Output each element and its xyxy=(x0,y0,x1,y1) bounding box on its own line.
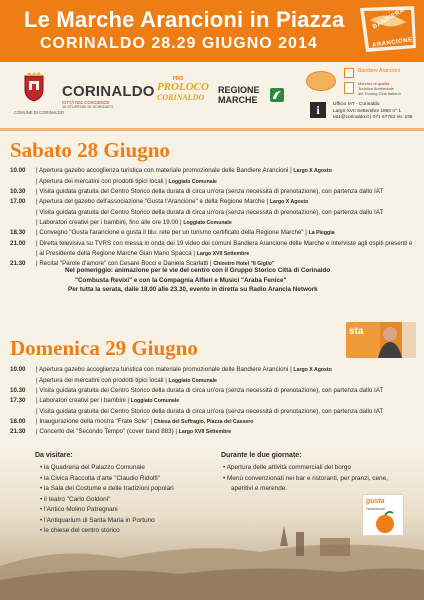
schedule-text: Concerto dei "Secondo Tempo" (cover band 883) xyxy=(39,428,174,436)
gusta-logo-text: gusta xyxy=(366,498,385,505)
sponsor-logos xyxy=(0,66,424,126)
schedule-row xyxy=(10,386,414,396)
comune-logo xyxy=(14,72,65,115)
separator: | xyxy=(36,417,40,425)
separator: | xyxy=(36,366,39,373)
schedule-time: 10.00 xyxy=(10,167,26,174)
iat-address: Largo XVII Settembre 1860 n° 1 xyxy=(333,108,402,114)
schedule-time: 17.30 xyxy=(10,397,26,405)
both-days-list xyxy=(223,463,388,495)
schedule-row xyxy=(10,239,414,249)
schedule-text: Visita guidata gratuita del Centro Storico della durata di circa un'ora (senza necessità di prenotazione), con partenza dallo IAT xyxy=(39,208,384,216)
schedule-text: Apertura dei mercatini con prodotti tipici locali xyxy=(38,177,164,185)
marchio-line1: Marchio di qualità xyxy=(358,81,390,86)
schedule-location: Chiesa del Suffragio, Piazza del Cassero xyxy=(153,418,254,425)
comune-caption: COMUNE DI CORINALDO xyxy=(14,110,65,115)
schedule-location: Largo X Agosto xyxy=(293,367,332,373)
separator: | xyxy=(36,177,39,185)
info-icon: i xyxy=(310,102,326,118)
separator: | xyxy=(36,376,39,384)
highlight-line-1: Nel pomeriggio: animazione per le vie del centro con il Gruppo Storico Città di Corinaldo xyxy=(65,267,331,274)
schedule-text: Visita guidata gratuita del Centro Storico della durata di circa un'ora (senza necessità di prenotazione), con partenza dallo IAT xyxy=(39,407,384,415)
corinaldo-brand-logo xyxy=(62,83,155,109)
regione-line2: MARCHE xyxy=(218,95,258,105)
schedule-row xyxy=(10,396,414,407)
schedule-text: Apertura gazebo accoglienza turistica con materiale promozionale delle Bandiere Arancioni xyxy=(38,366,289,373)
photo-sign-text: sta xyxy=(349,326,364,337)
schedule-location: La Pieggia xyxy=(308,230,335,237)
gusta-arancione-logo xyxy=(362,494,404,536)
sunday-title: Domenica 29 Giugno xyxy=(10,336,198,360)
corinaldo-brand-text: CORINALDO xyxy=(62,83,155,100)
separator: | xyxy=(36,387,40,395)
schedule-row xyxy=(10,166,414,177)
separator: | xyxy=(191,249,197,257)
schedule-row xyxy=(10,177,414,188)
bandiere-badge-icon xyxy=(344,68,354,78)
separator: | xyxy=(36,407,40,415)
schedule-location: Loggiato Comunale xyxy=(183,219,232,226)
proloco-logo xyxy=(157,76,209,102)
schedule-row xyxy=(10,417,414,428)
separator: | xyxy=(288,167,294,174)
proloco-top: PRO xyxy=(172,76,184,82)
separator: | xyxy=(125,397,131,405)
schedule-location: Loggiato Comunale xyxy=(168,377,217,384)
schedule-location: Loggiato Comunale xyxy=(130,398,180,405)
iat-title: Ufficio IAT - Corinaldo xyxy=(333,102,380,107)
schedule-time: 18.00 xyxy=(10,417,26,425)
bandiere-arancioni-info xyxy=(358,68,400,74)
highlight-line-3: Per tutta la serata, dalle 18.00 alle 23.30, evento in diretta su Radio Arancia Network xyxy=(68,286,318,293)
list-item: • le chiese del centro storico xyxy=(40,526,174,537)
schedule-location: Loggiato Comunale xyxy=(168,178,217,185)
separator: | xyxy=(36,229,40,237)
schedule-text: Recital "Parole d'amore" con Cesare Bocci e Daniela Scarlatti xyxy=(39,260,209,268)
list-item: • la Civica Raccolta d'arte "Claudio Ridolfi" xyxy=(40,474,174,485)
schedule-time: 21.30 xyxy=(10,260,26,268)
schedule-text: Inaugurazione della mostra "Frate Sole" xyxy=(39,417,149,425)
sunday-schedule xyxy=(10,365,414,438)
marchio-line3: del Touring Club Italiano xyxy=(358,91,401,96)
list-item: • il teatro "Carlo Goldoni" xyxy=(40,495,174,506)
schedule-location: Largo X Agosto xyxy=(293,168,332,174)
visit-list xyxy=(40,463,174,537)
list-item: • l'Antiquarium di Santa Maria in Portuno xyxy=(40,516,174,527)
marchio-line2: Turistico Ambientale xyxy=(358,86,394,91)
regione-line1: REGIONE xyxy=(218,85,260,95)
schedule-location: Largo X Agosto xyxy=(269,199,309,206)
gusta-logo-sub: l'arancione xyxy=(366,506,386,511)
saturday-highlight xyxy=(65,266,365,295)
presenter-photo xyxy=(346,322,416,358)
schedule-location: Largo XVII Settembre xyxy=(196,250,250,257)
separator: | xyxy=(36,198,39,206)
schedule-row xyxy=(10,249,414,260)
both-days-heading: Durante le due giornate: xyxy=(221,452,302,459)
list-item: • l'Antico Molino Patregnani xyxy=(40,505,174,516)
list-item: • la Quadreria del Palazzo Comunale xyxy=(40,463,174,474)
schedule-text: Visita guidata gratuita del Centro Storico della durata di circa un'ora (senza necessità di prenotazione), con partenza dallo IAT xyxy=(39,188,384,196)
separator: | xyxy=(36,428,40,436)
separator: | xyxy=(264,198,270,206)
schedule-text: Convegno "Gusta l'arancione e gusta il blu: rete per un turismo certificato della Regione Marche" xyxy=(39,229,304,237)
schedule-text: al Presidente della Regione Marche Gian Mario Spacca xyxy=(39,249,192,257)
separator: | xyxy=(208,260,214,268)
schedule-time: 21.30 xyxy=(10,428,26,436)
marchio-badge-icon xyxy=(344,82,354,94)
list-item: aperitivi e merende. xyxy=(231,485,288,492)
schedule-row xyxy=(10,427,414,438)
separator: | xyxy=(163,177,169,185)
separator: | xyxy=(36,188,40,196)
corinaldo-tagline-1: CITTÀ DEL COSCIENCE xyxy=(62,100,110,105)
schedule-row xyxy=(10,407,414,417)
header-banner xyxy=(0,0,424,62)
list-item: • Apertura delle attività commerciali del borgo xyxy=(223,463,388,474)
iat-contact: iat1@corinaldo.it | 071 67782 int. 236 xyxy=(333,115,413,120)
list-item: • la Sala del Costume e delle tradizioni popolari xyxy=(40,484,174,495)
schedule-time: 10.30 xyxy=(10,188,26,196)
divider xyxy=(0,128,424,131)
schedule-text: Laboratori creativi per i bambini xyxy=(39,397,126,405)
schedule-time: 10.30 xyxy=(10,387,26,395)
highlight-line-2: "Combusta Revixi" e con la Compagnia Alfieri e Musici "Araba Fenice" xyxy=(75,276,287,284)
regione-mark-icon xyxy=(270,88,284,102)
schedule-text: Laboratori creativi per i bambini, fino alle ore 19.00 xyxy=(39,218,179,226)
schedule-row xyxy=(10,187,414,197)
marchio-info xyxy=(358,81,401,96)
schedule-text: Apertura del gazebo dell'associazione "Gusta l'Arancione" e della Regione Marche xyxy=(38,198,265,206)
corinaldo-tagline-2: 10 STUPENDI DI SCHEDATO xyxy=(62,105,114,109)
schedule-row xyxy=(10,228,414,239)
saturday-schedule xyxy=(10,166,414,270)
schedule-row xyxy=(10,197,414,208)
separator: | xyxy=(303,229,309,237)
crest-icon xyxy=(23,72,45,102)
schedule-time: 17.00 xyxy=(10,198,26,206)
regione-marche-logo xyxy=(218,86,260,105)
saturday-title: Sabato 28 Giugno xyxy=(10,138,170,162)
separator: | xyxy=(173,428,179,436)
separator: | xyxy=(288,366,294,373)
flag-label-bottom: ARANCIONE xyxy=(371,37,414,49)
schedule-time: 18.30 xyxy=(10,229,26,237)
proloco-word: PROLOCO xyxy=(157,81,209,93)
schedule-row xyxy=(10,365,414,376)
schedule-text: Apertura gazebo accoglienza turistica con materiale promozionale delle Bandiere Arancioni xyxy=(38,167,289,174)
arancia-badge-logo xyxy=(306,71,336,91)
separator: | xyxy=(36,218,40,226)
page-title: Le Marche Arancioni in Piazza xyxy=(24,7,345,32)
iat-contact-block xyxy=(333,102,412,122)
separator: | xyxy=(36,260,40,268)
proloco-bottom: CORINALDO xyxy=(157,93,205,102)
separator: | xyxy=(163,376,169,384)
schedule-text: Diretta televisiva su TVRS con messa in onda dei 19 video dei comuni Bandiera Arancione delle Marche e interviste agli ospiti presenti e xyxy=(39,239,413,247)
bottom-section xyxy=(0,446,424,600)
bandiera-arancione-flag-logo xyxy=(356,2,420,58)
schedule-time: 10.00 xyxy=(10,366,26,373)
separator: | xyxy=(36,208,40,216)
schedule-row xyxy=(10,208,414,218)
schedule-location: Chiostro Hotel "Il Giglio" xyxy=(213,261,275,268)
separator: | xyxy=(36,397,40,405)
separator: | xyxy=(148,417,154,425)
visit-heading: Da visitare: xyxy=(35,452,73,459)
separator: | xyxy=(178,218,184,226)
schedule-text: Visita guidata gratuita del Centro Storico della durata di circa un'ora (senza necessità di prenotazione), con partenza dallo IAT xyxy=(39,387,384,395)
page-subtitle: CORINALDO 28.29 GIUGNO 2014 xyxy=(40,35,318,52)
separator: | xyxy=(36,239,40,247)
schedule-location: Largo XVII Settembre xyxy=(178,429,232,436)
separator: | xyxy=(36,167,39,174)
schedule-row xyxy=(10,376,414,387)
list-item: • Menù convenzionati nei bar e ristoranti, per pranzi, cene, xyxy=(223,474,388,485)
bandiere-arancioni-label: Bandiere Arancioni xyxy=(358,68,400,74)
schedule-row xyxy=(10,218,414,229)
schedule-text: Apertura dei mercatini con prodotti tipici locali xyxy=(38,376,164,384)
schedule-time: 21.00 xyxy=(10,239,26,247)
separator: | xyxy=(36,249,40,257)
flag-label-top: BANDIERA xyxy=(371,7,406,31)
orange-fruit-icon xyxy=(363,495,405,537)
